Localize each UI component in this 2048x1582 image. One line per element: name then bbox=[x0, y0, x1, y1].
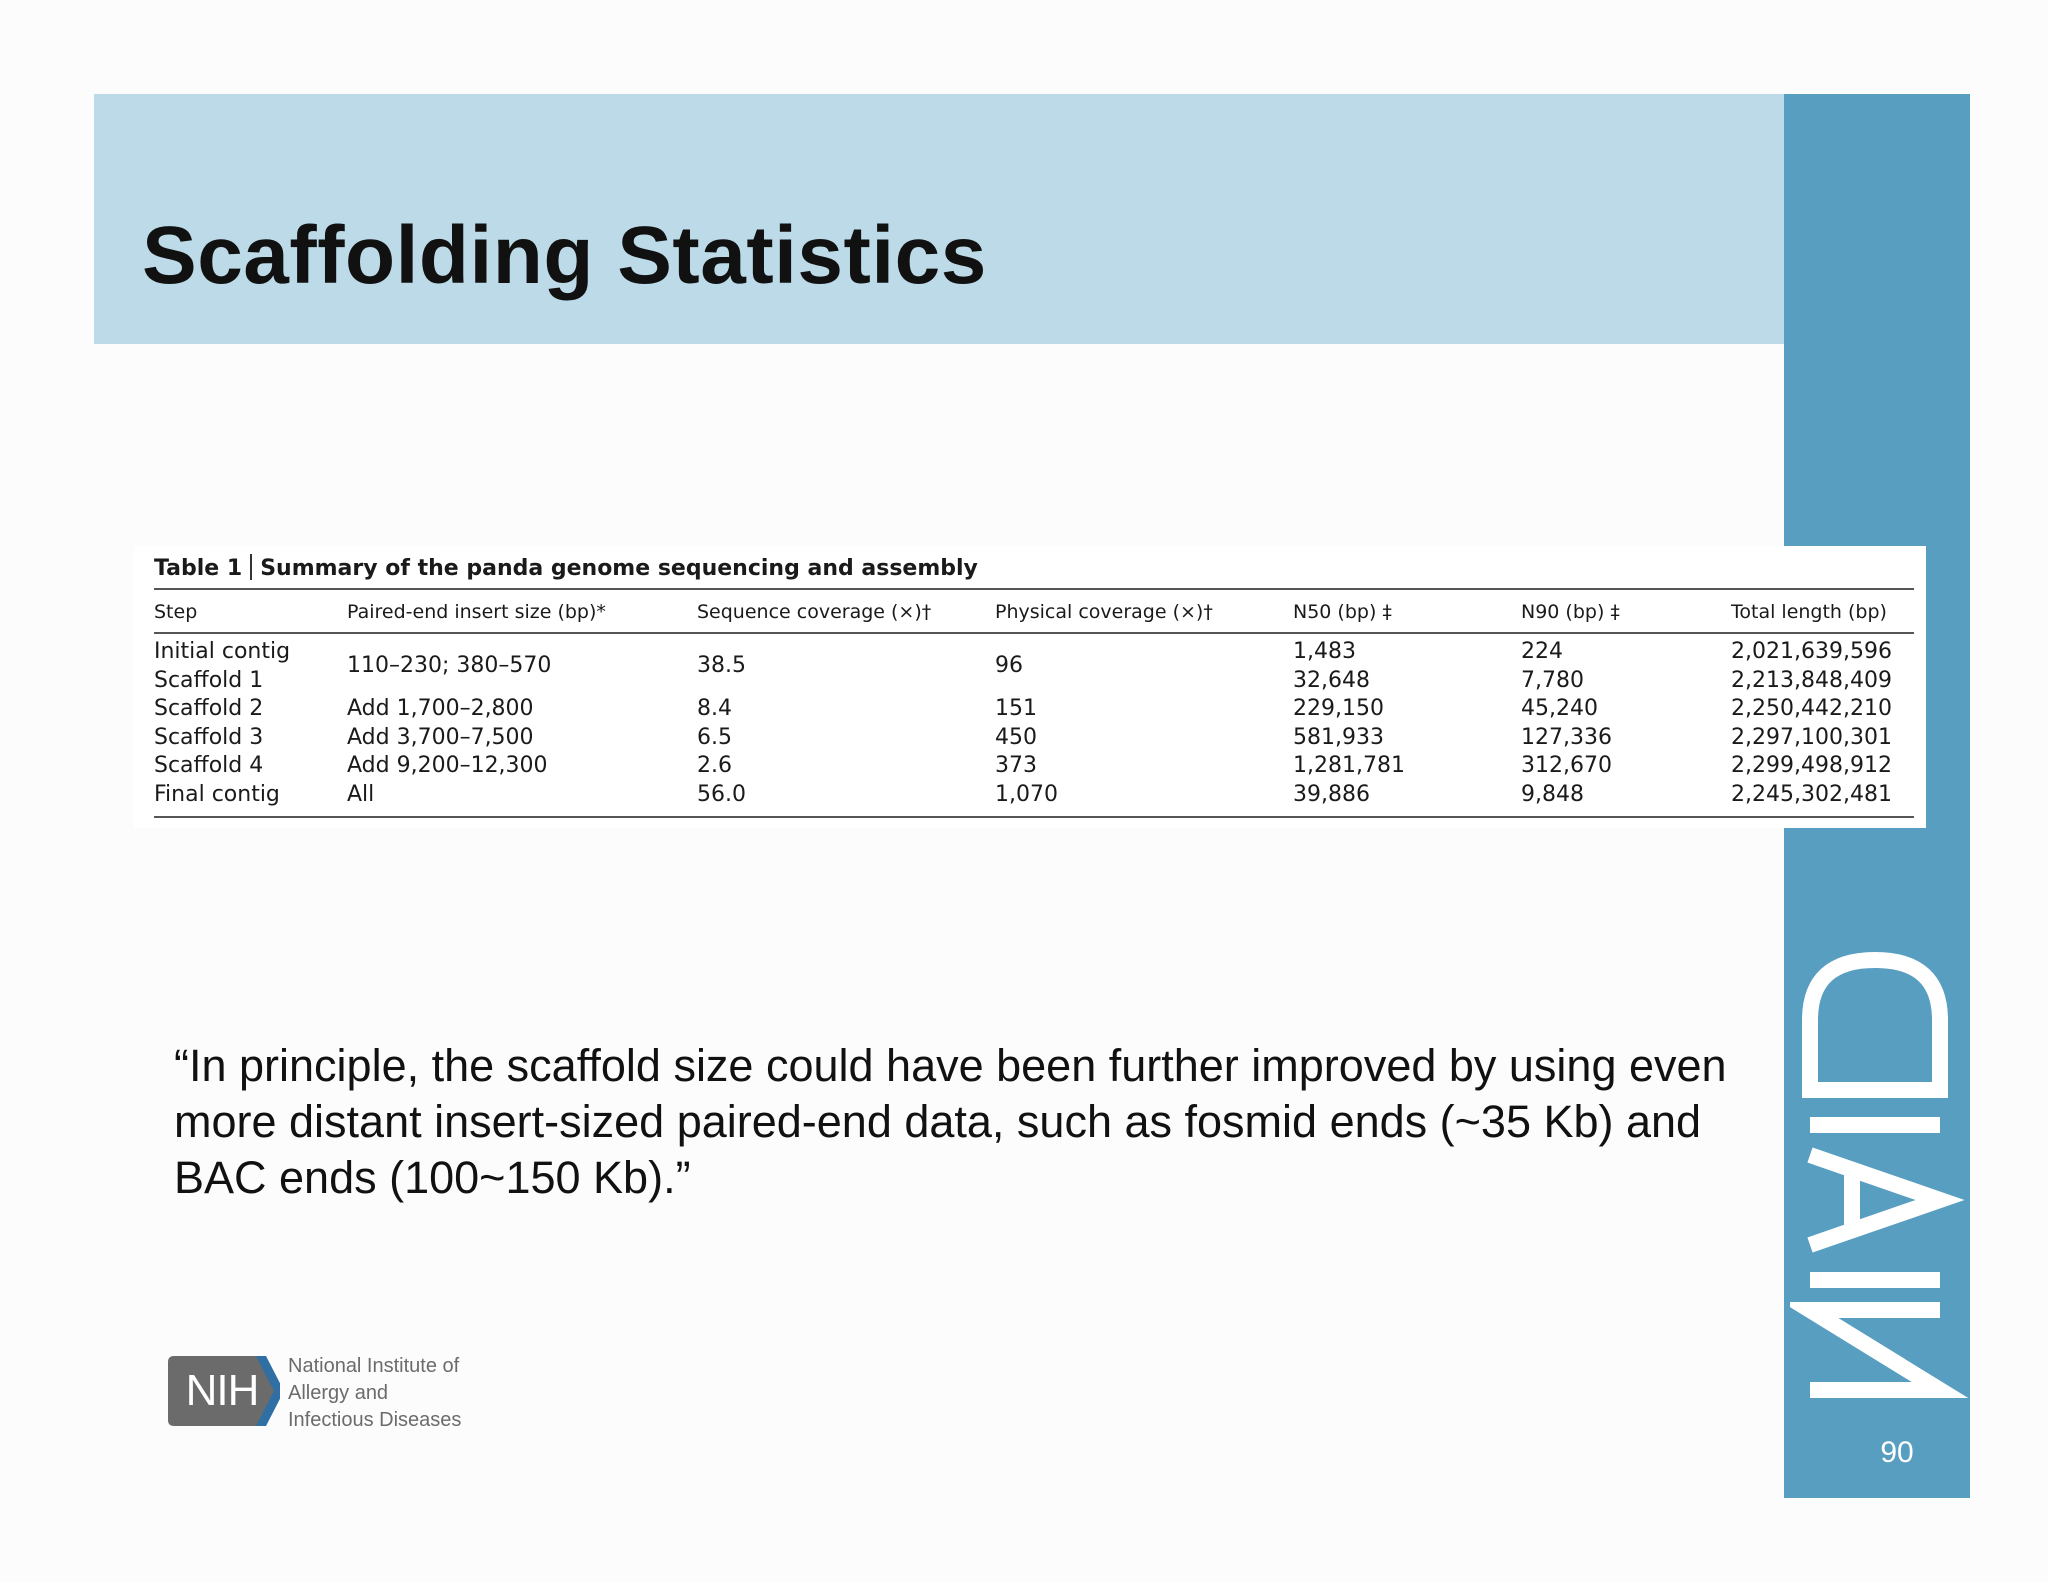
cell-total-length: 2,245,302,481 bbox=[1731, 781, 1892, 807]
table-top-rule bbox=[154, 588, 1914, 590]
niaid-wordmark-logo bbox=[1790, 940, 1970, 1400]
cell-n90: 312,670 bbox=[1521, 753, 1612, 779]
cell-n50: 581,933 bbox=[1293, 724, 1384, 750]
cell-n50: 1,483 bbox=[1293, 639, 1356, 664]
cell-insert-size: Add 9,200–12,300 bbox=[347, 753, 548, 779]
table-bottom-rule bbox=[154, 816, 1914, 818]
table-row bbox=[154, 781, 1914, 810]
org-line: Infectious Diseases bbox=[288, 1409, 462, 1431]
cell-sequence-coverage: 56.0 bbox=[697, 781, 746, 807]
cell-sequence-coverage: 38.5 bbox=[697, 653, 746, 679]
header-physical-coverage: Physical coverage (×)† bbox=[995, 601, 1213, 623]
nih-badge-text: NIH bbox=[185, 1366, 259, 1415]
cell-step: Initial contig bbox=[154, 639, 291, 664]
table-header-row bbox=[154, 592, 1914, 632]
cell-total-length: 2,021,639,596 bbox=[1731, 639, 1892, 664]
org-line: National Institute of bbox=[288, 1355, 460, 1377]
cell-sequence-coverage: 2.6 bbox=[697, 753, 732, 779]
org-line: Allergy and bbox=[288, 1382, 389, 1404]
table-header-rule bbox=[154, 632, 1914, 634]
cell-n50: 39,886 bbox=[1293, 781, 1370, 807]
cell-total-length: 2,250,442,210 bbox=[1731, 696, 1892, 722]
cell-step: Final contig bbox=[154, 781, 280, 807]
cell-insert-size: 110–230; 380–570 bbox=[347, 653, 552, 679]
cell-total-length: 2,299,498,912 bbox=[1731, 753, 1892, 779]
table-row bbox=[154, 695, 1914, 724]
cell-sequence-coverage: 8.4 bbox=[697, 696, 732, 722]
slide-title: Scaffolding Statistics bbox=[142, 210, 987, 301]
cell-n50: 229,150 bbox=[1293, 696, 1384, 722]
cell-step: Scaffold 1 bbox=[154, 667, 264, 693]
cell-physical-coverage: 1,070 bbox=[995, 781, 1058, 807]
header-step: Step bbox=[154, 601, 198, 623]
caption-separator bbox=[250, 554, 252, 580]
cell-step: Scaffold 4 bbox=[154, 753, 264, 779]
header-n50: N50 (bp) ‡ bbox=[1293, 601, 1392, 623]
table-caption bbox=[154, 554, 978, 581]
nih-logo bbox=[168, 1356, 488, 1432]
cell-physical-coverage: 450 bbox=[995, 724, 1037, 750]
cell-n90: 224 bbox=[1521, 639, 1563, 664]
page-number: 90 bbox=[1880, 1436, 1914, 1469]
cell-physical-coverage: 96 bbox=[995, 653, 1023, 679]
cell-total-length: 2,297,100,301 bbox=[1731, 724, 1892, 750]
header-insert-size: Paired-end insert size (bp)* bbox=[347, 601, 606, 623]
cell-n90: 9,848 bbox=[1521, 781, 1584, 807]
cell-n90: 7,780 bbox=[1521, 667, 1584, 693]
cell-n90: 127,336 bbox=[1521, 724, 1612, 750]
data-table bbox=[154, 592, 1914, 810]
cell-n50: 32,648 bbox=[1293, 667, 1370, 693]
cell-step: Scaffold 3 bbox=[154, 724, 264, 750]
cell-step: Scaffold 2 bbox=[154, 696, 264, 722]
quote-text: “In principle, the scaffold size could have been further improved by using even more distant insert-sized paired-end data, such as fosmid ends (~35 Kb) and BAC ends (100~150 Kb).” bbox=[174, 1040, 1727, 1203]
cell-insert-size: All bbox=[347, 781, 375, 807]
cell-n50: 1,281,781 bbox=[1293, 753, 1405, 779]
cell-n90: 45,240 bbox=[1521, 696, 1598, 722]
cell-sequence-coverage: 6.5 bbox=[697, 724, 732, 750]
table-row bbox=[154, 724, 1914, 753]
cell-physical-coverage: 151 bbox=[995, 696, 1037, 722]
header-total-length: Total length (bp) bbox=[1731, 601, 1887, 623]
nih-org-name bbox=[288, 1353, 461, 1434]
table-row bbox=[154, 752, 1914, 781]
table-row bbox=[154, 632, 1914, 667]
cell-total-length: 2,213,848,409 bbox=[1731, 667, 1892, 693]
cell-insert-size: Add 1,700–2,800 bbox=[347, 696, 534, 722]
header-sequence-coverage: Sequence coverage (×)† bbox=[697, 601, 932, 623]
header-n90: N90 (bp) ‡ bbox=[1521, 601, 1620, 623]
table-figure bbox=[134, 546, 1926, 828]
cell-insert-size: Add 3,700–7,500 bbox=[347, 724, 534, 750]
table-label: Table 1 bbox=[154, 556, 243, 581]
table-title: Summary of the panda genome sequencing and assembly bbox=[260, 556, 978, 581]
cell-physical-coverage: 373 bbox=[995, 753, 1037, 779]
